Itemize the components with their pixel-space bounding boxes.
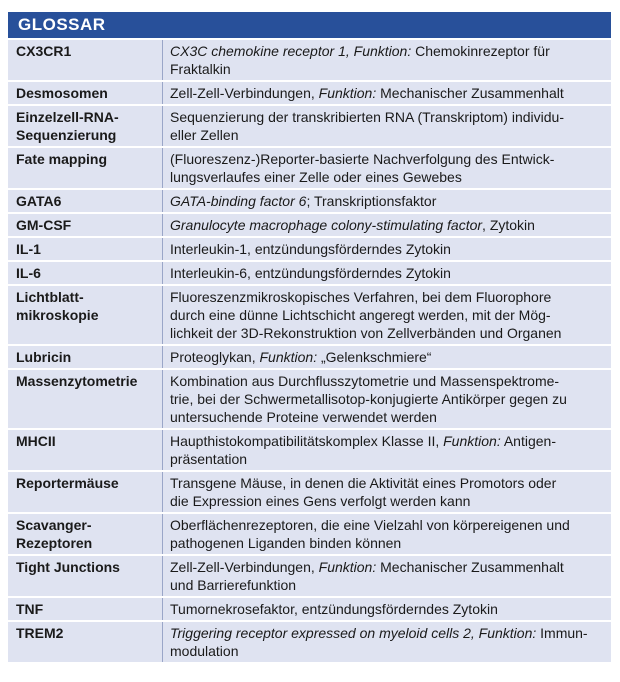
term-line: TREM2 — [16, 625, 64, 641]
definition-text: Interleukin-6, entzündungsförderndes Zytokin — [170, 265, 451, 281]
glossary-term — [8, 285, 163, 345]
term-line: Lichtblatt- — [16, 289, 84, 305]
definition-line — [170, 168, 603, 186]
term-line: TNF — [16, 601, 44, 617]
glossary-definition — [163, 285, 612, 345]
glossary-row — [8, 285, 611, 345]
glossary-row — [8, 105, 611, 147]
term-line: Reportermäuse — [16, 475, 119, 491]
glossary-panel — [8, 12, 611, 678]
glossary-definition — [163, 189, 612, 213]
definition-text: „Gelenkschmiere“ — [317, 349, 432, 365]
glossary-term — [8, 39, 163, 81]
glossary-term — [8, 429, 163, 471]
definition-line — [170, 624, 603, 642]
definition-text: ; Transkriptionsfaktor — [306, 193, 437, 209]
term-line: Lubricin — [16, 349, 72, 365]
definition-text: Sequenzierung der transkribierten RNA (Transkriptom) individu- — [170, 109, 564, 125]
glossary-term — [8, 621, 163, 662]
term-line: mikroskopie — [16, 307, 99, 323]
glossary-term — [8, 555, 163, 597]
glossary-term — [8, 261, 163, 285]
term-line: Scavanger- — [16, 517, 92, 533]
glossary-definition — [163, 147, 612, 189]
term-line: GM-CSF — [16, 217, 72, 233]
definition-text: Antigen- — [500, 433, 556, 449]
glossary-term — [8, 213, 163, 237]
glossary-definition — [163, 429, 612, 471]
term-line: GATA6 — [16, 193, 62, 209]
definition-line — [170, 534, 603, 552]
glossary-term — [8, 147, 163, 189]
glossary-term — [8, 345, 163, 369]
glossary-term — [8, 471, 163, 513]
glossary-row — [8, 213, 611, 237]
glossary-row — [8, 471, 611, 513]
definition-text: Kombination aus Durchflusszytometrie und Massenspektrome- — [170, 373, 560, 389]
glossary-row — [8, 621, 611, 662]
definition-text: und Barrierefunktion — [170, 577, 297, 593]
definition-italic-text: CX3C chemokine receptor 1, Funktion: — [170, 43, 412, 59]
glossary-definition — [163, 471, 612, 513]
definition-line — [170, 576, 603, 594]
glossary-term — [8, 81, 163, 105]
term-line: IL-1 — [16, 241, 41, 257]
definition-line — [170, 390, 603, 408]
definition-line — [170, 642, 603, 660]
definition-text: die Expression eines Gens verfolgt werden kann — [170, 493, 471, 509]
definition-line — [170, 288, 603, 306]
glossary-term — [8, 597, 163, 621]
definition-text: Haupthistokompatibilitätskomplex Klasse II, — [170, 433, 444, 449]
definition-text: Mechanischer Zusammenhalt — [376, 85, 564, 101]
definition-line — [170, 240, 603, 258]
glossary-definition — [163, 105, 612, 147]
definition-text: lungsverlaufes einer Zelle oder eines Gewebes — [170, 169, 462, 185]
glossary-term — [8, 189, 163, 213]
glossary-term — [8, 369, 163, 429]
glossary-row — [8, 555, 611, 597]
definition-italic-text: Granulocyte macrophage colony-stimulating factor — [170, 217, 483, 233]
glossary-definition — [163, 261, 612, 285]
definition-line — [170, 324, 603, 342]
definition-line — [170, 492, 603, 510]
definition-line — [170, 516, 603, 534]
definition-italic-text: Funktion: — [318, 559, 377, 575]
definition-line — [170, 192, 603, 210]
definition-text: Oberflächenrezeptoren, die eine Vielzahl von körpereigenen und — [170, 517, 570, 533]
definition-line — [170, 408, 603, 426]
definition-text: Fraktalkin — [170, 61, 231, 77]
glossary-body — [8, 39, 611, 662]
glossary-definition — [163, 513, 612, 555]
definition-line — [170, 150, 603, 168]
definition-line — [170, 432, 603, 450]
definition-text: lichkeit der 3D-Rekonstruktion von Zellverbänden und Organen — [170, 325, 562, 341]
glossary-table — [8, 38, 611, 662]
definition-line — [170, 60, 603, 78]
definition-italic-text: Triggering receptor expressed on myeloid cells 2, Funktion: — [170, 625, 537, 641]
glossary-definition — [163, 369, 612, 429]
glossary-row — [8, 81, 611, 105]
definition-line — [170, 126, 603, 144]
term-line: Einzelzell-RNA- — [16, 109, 119, 125]
definition-text: durch eine dünne Lichtschicht angeregt werden, mit der Mög- — [170, 307, 551, 323]
definition-text: modulation — [170, 643, 239, 659]
glossary-row — [8, 345, 611, 369]
term-line: Desmosomen — [16, 85, 108, 101]
term-line: Sequenzierung — [16, 127, 117, 143]
glossary-row — [8, 597, 611, 621]
glossary-title: GLOSSAR — [18, 15, 106, 34]
definition-text: Fluoreszenzmikroskopisches Verfahren, bei dem Fluorophore — [170, 289, 552, 305]
definition-text: Zell-Zell-Verbindungen, — [170, 85, 319, 101]
definition-line — [170, 264, 603, 282]
glossary-definition — [163, 621, 612, 662]
definition-text: präsentation — [170, 451, 248, 467]
definition-line — [170, 372, 603, 390]
definition-line — [170, 216, 603, 234]
definition-text: trie, bei der Schwermetallisotop-konjugierte Antikörper gegen zu — [170, 391, 567, 407]
glossary-term — [8, 105, 163, 147]
glossary-row — [8, 261, 611, 285]
term-line: IL-6 — [16, 265, 41, 281]
definition-text: Chemokinrezeptor für — [411, 43, 550, 59]
term-line: Tight Junctions — [16, 559, 120, 575]
definition-text: Zell-Zell-Verbindungen, — [170, 559, 319, 575]
term-line: Fate mapping — [16, 151, 108, 167]
glossary-definition — [163, 345, 612, 369]
term-line: MHCII — [16, 433, 56, 449]
definition-line — [170, 450, 603, 468]
glossary-row — [8, 39, 611, 81]
glossary-definition — [163, 555, 612, 597]
definition-text: Interleukin-1, entzündungsförderndes Zytokin — [170, 241, 451, 257]
glossary-definition — [163, 81, 612, 105]
glossary-definition — [163, 213, 612, 237]
glossary-row — [8, 237, 611, 261]
definition-italic-text: GATA-binding factor 6 — [170, 193, 307, 209]
glossary-definition — [163, 597, 612, 621]
term-line: Massenzytometrie — [16, 373, 138, 389]
glossary-row — [8, 147, 611, 189]
definition-line — [170, 108, 603, 126]
definition-italic-text: Funktion: — [259, 349, 318, 365]
definition-italic-text: Funktion: — [318, 85, 377, 101]
definition-text: Immun- — [536, 625, 588, 641]
glossary-header — [8, 12, 611, 38]
glossary-row — [8, 369, 611, 429]
definition-text: Tumornekrosefaktor, entzündungsförderndes Zytokin — [170, 601, 498, 617]
definition-text: , Zytokin — [482, 217, 535, 233]
definition-italic-text: Funktion: — [443, 433, 501, 449]
term-line: Rezeptoren — [16, 535, 93, 551]
definition-line — [170, 558, 603, 576]
definition-text: untersuchende Proteine verwendet werden — [170, 409, 437, 425]
definition-text: Mechanischer Zusammenhalt — [376, 559, 564, 575]
glossary-row — [8, 513, 611, 555]
definition-text: eller Zellen — [170, 127, 239, 143]
definition-line — [170, 306, 603, 324]
definition-line — [170, 348, 603, 366]
term-line: CX3CR1 — [16, 43, 72, 59]
glossary-row — [8, 429, 611, 471]
glossary-term — [8, 237, 163, 261]
definition-text: pathogenen Liganden binden können — [170, 535, 402, 551]
definition-line — [170, 84, 603, 102]
definition-line — [170, 474, 603, 492]
definition-line — [170, 600, 603, 618]
definition-text: Transgene Mäuse, in denen die Aktivität eines Promotors oder — [170, 475, 557, 491]
glossary-row — [8, 189, 611, 213]
definition-text: (Fluoreszenz-)Reporter-basierte Nachverfolgung des Entwick- — [170, 151, 555, 167]
glossary-definition — [163, 237, 612, 261]
glossary-definition — [163, 39, 612, 81]
glossary-term — [8, 513, 163, 555]
definition-line — [170, 42, 603, 60]
definition-text: Proteoglykan, — [170, 349, 260, 365]
